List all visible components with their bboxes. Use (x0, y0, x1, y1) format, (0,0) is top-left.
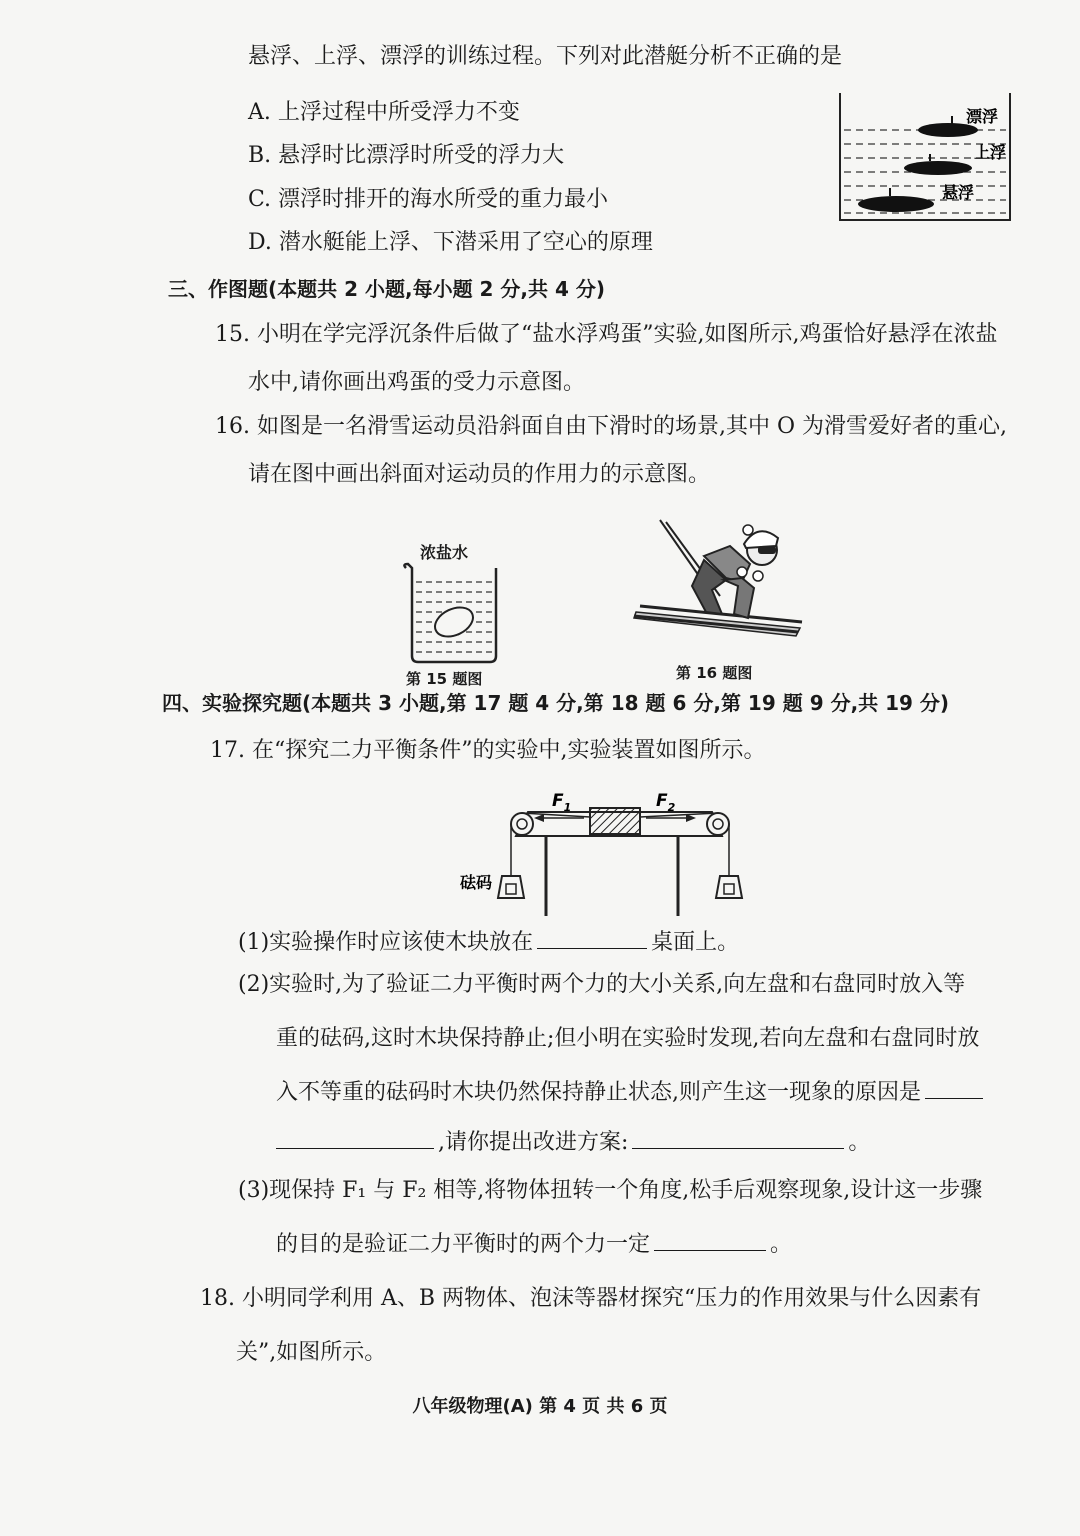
q15-line1: 15. 小明在学完浮沉条件后做了“盐水浮鸡蛋”实验,如图所示,鸡蛋恰好悬浮在浓盐 (215, 322, 998, 347)
q16-line2: 请在图中画出斜面对运动员的作用力的示意图。 (248, 462, 711, 487)
q17-2-line1: (2)实验时,为了验证二力平衡时两个力的大小关系,向左盘和右盘同时放入等 (238, 972, 966, 997)
skier-figure (630, 516, 810, 660)
q17-2-line3-text: 入不等重的砝码时木块仍然保持静止状态,则产生这一现象的原因是 (276, 1080, 921, 1105)
submarine-figure (830, 88, 1020, 228)
label-suspend: 悬浮 (942, 183, 975, 202)
q14-option-c: C. 漂浮时排开的海水所受的重力最小 (248, 187, 609, 212)
q17-3-line1: (3)现保持 F₁ 与 F₂ 相等,将物体扭转一个角度,松手后观察现象,设计这一步骤 (238, 1178, 983, 1203)
q17-3-line2-text-b: 。 (770, 1232, 793, 1257)
beaker-figure (398, 560, 510, 666)
q17-1-text-b: 桌面上。 (651, 930, 740, 955)
section4-title: 四、实验探究题(本题共 3 小题,第 17 题 4 分,第 18 题 6 分,第 19 题 9 分,共 19 分) (162, 691, 950, 715)
wooden-block (590, 808, 640, 834)
section3-title: 三、作图题(本题共 2 小题,每小题 2 分,共 4 分) (168, 277, 606, 301)
q17-3-line2 (276, 1228, 792, 1260)
q17-2-line2: 重的砝码,这时木块保持静止;但小明在实验时发现,若向左盘和右盘同时放 (276, 1026, 980, 1051)
balance-apparatus-figure (450, 780, 750, 920)
fig15-label: 浓盐水 (420, 543, 469, 562)
q17-2-blank-reason-start[interactable] (925, 1076, 983, 1099)
q17-2-blank-improvement[interactable] (632, 1126, 844, 1149)
q17-1-blank[interactable] (537, 926, 647, 949)
force-f1-label: $F_1$ (552, 791, 572, 814)
q17-2-line3 (276, 1076, 987, 1108)
label-float: 漂浮 (966, 107, 999, 126)
q14-option-d: D. 潜水艇能上浮、下潜采用了空心的原理 (248, 230, 653, 255)
q15-line2: 水中,请你画出鸡蛋的受力示意图。 (248, 370, 585, 395)
q17-intro: 17. 在“探究二力平衡条件”的实验中,实验装置如图所示。 (210, 738, 766, 763)
q17-3-line2-text-a: 的目的是验证二力平衡时的两个力一定 (276, 1232, 651, 1257)
egg (430, 602, 477, 642)
submarine-rising (904, 161, 972, 175)
q17-1-text-a: (1)实验操作时应该使木块放在 (238, 930, 534, 955)
force-f2-label: $F_2$ (656, 791, 676, 814)
weights-label: 砝码 (460, 873, 493, 892)
q18-line2: 关”,如图所示。 (236, 1340, 387, 1365)
q17-2-blank-reason[interactable] (276, 1126, 434, 1149)
label-rise: 上浮 (974, 143, 1007, 162)
q17-2-line4 (276, 1126, 870, 1158)
submarine-suspended (858, 196, 934, 212)
q14-option-b: B. 悬浮时比漂浮时所受的浮力大 (248, 143, 565, 168)
page-footer: 八年级物理(A) 第 4 页 共 6 页 (412, 1396, 668, 1417)
q17-2-line4-text-a: ,请你提出改进方案: (438, 1130, 629, 1155)
q16-line1: 16. 如图是一名滑雪运动员沿斜面自由下滑时的场景,其中 O 为滑雪爱好者的重心, (215, 414, 1007, 439)
q17-3-blank[interactable] (654, 1228, 766, 1251)
q18-line1: 18. 小明同学利用 A、B 两物体、泡沫等器材探究“压力的作用效果与什么因素有 (200, 1286, 982, 1311)
q14-stem: 悬浮、上浮、漂浮的训练过程。下列对此潜艇分析不正确的是 (248, 44, 843, 69)
fig16-caption: 第 16 题图 (676, 664, 753, 682)
q14-option-a: A. 上浮过程中所受浮力不变 (248, 100, 520, 125)
fig15-caption: 第 15 题图 (406, 670, 483, 688)
q17-1 (238, 926, 739, 958)
q17-2-line4-text-b: 。 (848, 1130, 871, 1155)
